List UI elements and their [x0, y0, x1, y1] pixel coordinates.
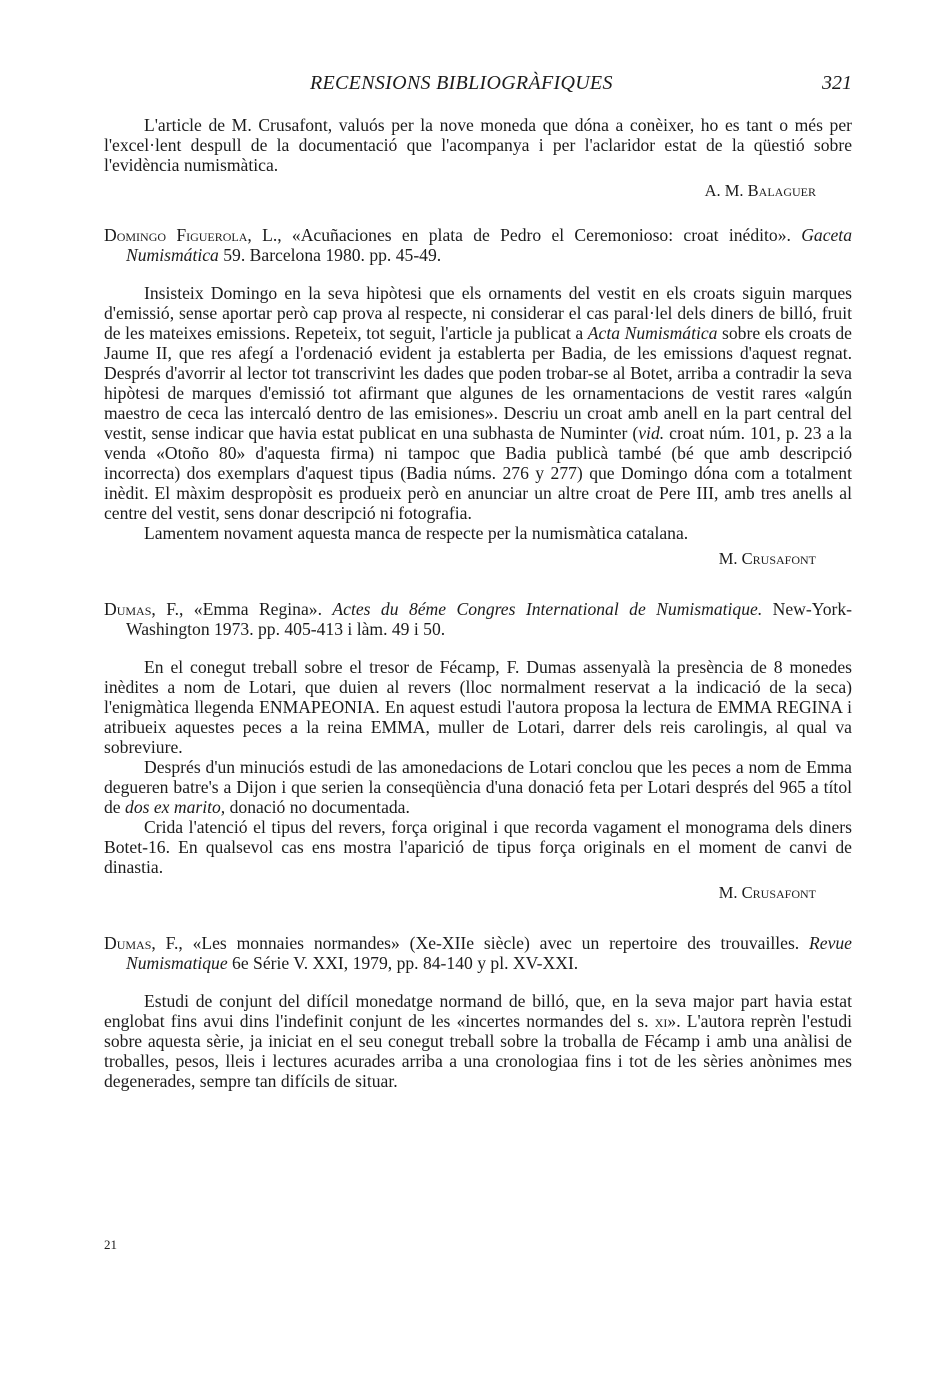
review-entry	[104, 225, 852, 569]
ref-details: New-York-Washington 1973. pp. 405-413 i làm. 49 i 50.	[126, 599, 853, 639]
ref-title: «Acuñaciones en plata de Pedro el Ceremonioso: croat inédito».	[281, 225, 802, 245]
ref-journal: Actes du 8éme Congres International de Numismatique.	[332, 599, 763, 619]
review-paragraph: Lamentem novament aquesta manca de respecte per la numismàtica catalana.	[144, 523, 689, 543]
ref-author: Dumas, F.,	[104, 933, 183, 953]
running-header	[104, 72, 852, 102]
page-body	[104, 115, 852, 1091]
bibliographic-reference	[104, 599, 852, 639]
review-paragraph: En el conegut treball sobre el tresor de Fécamp, F. Dumas assenyalà la presència de 8 monedes inèdites a nom de Lotari, que duien al revers (lloc normalment reservat a la indicació de la seca) l'enigmàtica llegenda ENMAPEONIA. En aquest estudi l'autora proposa la lectura de EMMA REGINA i atribueix aquestes peces a la reina EMMA, muller de Lotari, darrer dels reis carolingis, al qual va sobreviure.	[104, 657, 852, 757]
ref-title: «Les monnaies normandes» (Xe-XIIe siècle) avec un repertoire des trouvailles.	[182, 933, 810, 953]
review-paragraph: Després d'un minuciós estudi de las amonedacions de Lotari conclou que les peces a nom de Emma degueren batre's a Dijon i que serien la conseqüència d'una donació feta per Lotari després del 965 a títol de dos ex marito, donació no documentada.	[104, 757, 852, 817]
intro-paragraph: L'article de M. Crusafont, valuós per la nove moneda que dóna a conèixer, ho es tant o més per l'excel·lent despull de la documentació que l'acompanya i per l'aclaridor estat de la qüestió sobre l'evidència numismàtica.	[104, 115, 852, 175]
ref-author: Dumas, F.,	[104, 599, 184, 619]
review-entry	[104, 933, 852, 1091]
review-paragraph: Estudi de conjunt del difícil monedatge normand de billó, que, en la seva major part havia estat englobat fins avui dins l'indefinit conjunt de les «incertes normandes del s. xi». L'autora reprèn l'estudi sobre aquesta sèrie, ja iniciat en el seu conegut treball sobre la troballa de Fécamp i amb una anàlisi de troballes, pesos, lleis i lectures acurades arriba a una cronologiaa fins i tot de les sèries anònimes mes degenerades, sempre tan difícils de situar.	[104, 991, 852, 1091]
signature: M. Crusafont	[718, 549, 816, 568]
review-paragraph: Insisteix Domingo en la seva hipòtesi que els ornaments del vestit en els croats siguin marques d'emissió, sense aportar però cap prova al respecte, ni considerar el cas paral·lel dels diners de billó, fruit de les mateixes emissions. Repeteix, tot seguit, l'article ja publicat a Acta Numismática sobre els croats de Jaume II, que res afegí a l'ordenació evident ja establerta per Badia, de les emissions d'aquest regnat. Després d'avorrir al lector tot transcrivint les dades que poden trobar-se al Botet, arriba a contradir la seva hipòtesi de marques d'emissió tot afirmant que algunes de les ornamentacions de vestit rares «algún maestro de ceca las intercaló dentro de las emisiones». Descriu un croat amb anell en la part central del vestit, sense indicar que havia estat publicat en una subhasta de Numinter (vid. croat núm. 101, p. 23 a la venda «Otoño 80» d'aquesta firma) ni tampoc que Badia publicà també (bé que amb descripció incorrecta) dos exemplars d'aquest tipus (Badia núms. 276 y 277) que Domingo dóna com a totalment inèdit. El màxim despropòsit es produeix però en anunciar un altre croat de Pere III, amb tres anells al centre del vestit, sens donar descripció ni fotografia.	[104, 283, 852, 523]
ref-details: 59. Barcelona 1980. pp. 45-49.	[218, 245, 442, 265]
ref-details: 6e Série V. XXI, 1979, pp. 84-140 y pl. XV-XXI.	[227, 953, 579, 973]
ref-title: «Emma Regina».	[183, 599, 333, 619]
signature: A. M. Balaguer	[704, 181, 816, 200]
review-entry	[104, 599, 852, 903]
page-number: 321	[822, 72, 852, 94]
ref-journal: Revue Numismatique	[126, 933, 852, 973]
ref-author: Domingo Figuerola, L.,	[104, 225, 282, 245]
review-paragraph: Crida l'atenció el tipus del revers, força original i que recorda vagament el monograma dels diners Botet-16. En qualsevol cas ens mostra l'aparició de tipus força originals en el moment de canvi de dinastia.	[104, 817, 852, 877]
folio-signature: 21	[104, 1237, 117, 1252]
signature: M. Crusafont	[718, 883, 816, 902]
intro-section	[104, 115, 852, 201]
ref-journal: Gaceta Numismática	[126, 225, 852, 265]
bibliographic-reference	[104, 933, 852, 973]
running-title: RECENSIONS BIBLIOGRÀFIQUES	[310, 72, 613, 94]
bibliographic-reference	[104, 225, 852, 265]
